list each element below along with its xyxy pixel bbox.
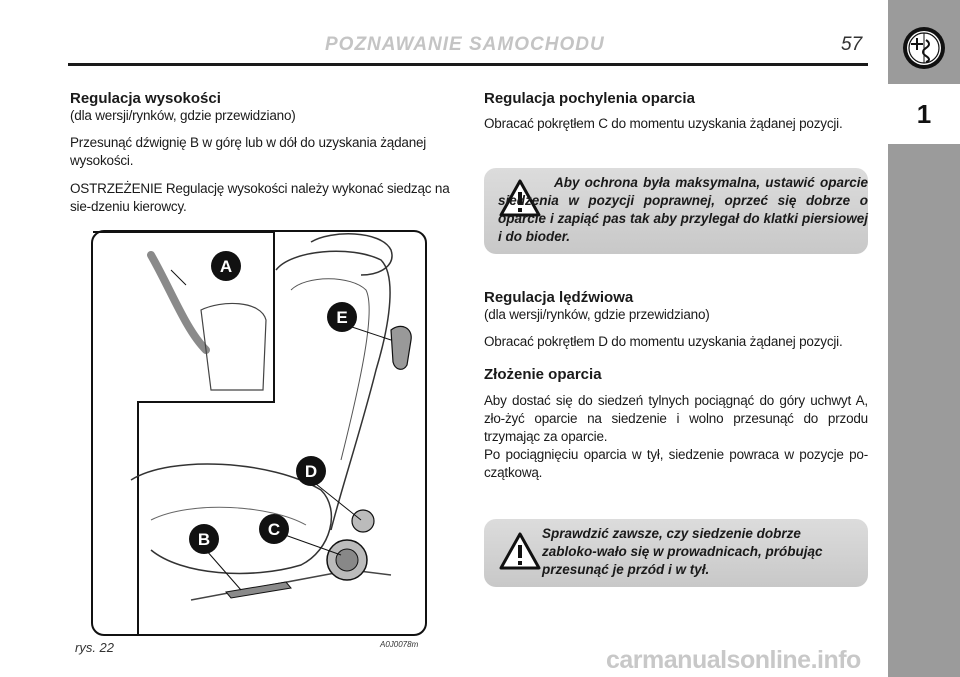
warning-text-1: Aby ochrona była maksymalna, ustawić oparcie siedzenia w pozycji poprawnej, oprzeć się dobrze o oparcie i zapiąć pas tak aby przylegał do klatki piersiowej i do bioder.	[498, 175, 868, 244]
figure-caption: rys. 22	[75, 640, 115, 655]
warning-box-1	[484, 168, 868, 254]
warning-box-2	[484, 519, 868, 587]
height-warning: OSTRZEŻENIE Regulację wysokości należy wykonać siedząc na sie-dzeniu kierowcy.	[70, 181, 450, 214]
fold-title: Złożenie oparcia	[484, 366, 602, 383]
fold-body-1: Aby dostać się do siedzeń tylnych pociągnąć do góry uchwyt A, zło-żyć oparcie na siedzenie i wolno przesunąć do przodu trzymając za oparcie.	[484, 393, 868, 444]
height-section	[70, 90, 456, 216]
warning-text-2: Sprawdzić zawsze, czy siedzenie dobrze zabloko-wało się w prowadnicach, próbując przesunąć je przód i w tył.	[542, 526, 823, 577]
svg-text:A: A	[219, 257, 233, 276]
seat-illustration	[91, 230, 427, 636]
svg-text:C: C	[267, 520, 281, 539]
height-title: Regulacja wysokości	[70, 90, 221, 107]
tilt-section	[484, 90, 868, 133]
tilt-body: Obracać pokrętłem C do momentu uzyskania żądanej pozycji.	[484, 116, 843, 131]
height-note: (dla wersji/rynków, gdzie przewidziano)	[70, 108, 296, 123]
figure-code: A0J0078m	[380, 640, 419, 649]
chapter-tab: 1	[888, 84, 960, 144]
section-title: POZNAWANIE SAMOCHODU	[325, 34, 605, 55]
lumbar-body: Obracać pokrętłem D do momentu uzyskania żądanej pozycji.	[484, 334, 843, 349]
lumbar-section	[484, 289, 868, 482]
lumbar-note: (dla wersji/rynków, gdzie przewidziano)	[484, 307, 710, 322]
page-number: 57	[841, 34, 863, 55]
label-d	[296, 456, 326, 486]
svg-text:D: D	[304, 462, 318, 481]
header-rule	[68, 63, 868, 66]
height-body: Przesunąć dźwignię B w górę lub w dół do uzyskania żądanej wysokości.	[70, 135, 427, 168]
brand-logo-icon	[902, 26, 946, 70]
watermark: carmanualsonline.info	[606, 646, 861, 674]
label-b	[189, 524, 219, 554]
svg-text:B: B	[197, 530, 211, 549]
label-c	[259, 514, 289, 544]
warning-icon	[498, 531, 542, 571]
label-e	[327, 302, 357, 332]
label-a	[211, 251, 241, 281]
fold-body-2: Po pociągnięciu oparcia w tył, siedzenie powraca w pozycje po-czątkową.	[484, 447, 868, 480]
svg-text:E: E	[336, 308, 348, 327]
lumbar-title: Regulacja lędźwiowa	[484, 289, 634, 306]
tilt-title: Regulacja pochylenia oparcia	[484, 90, 695, 107]
